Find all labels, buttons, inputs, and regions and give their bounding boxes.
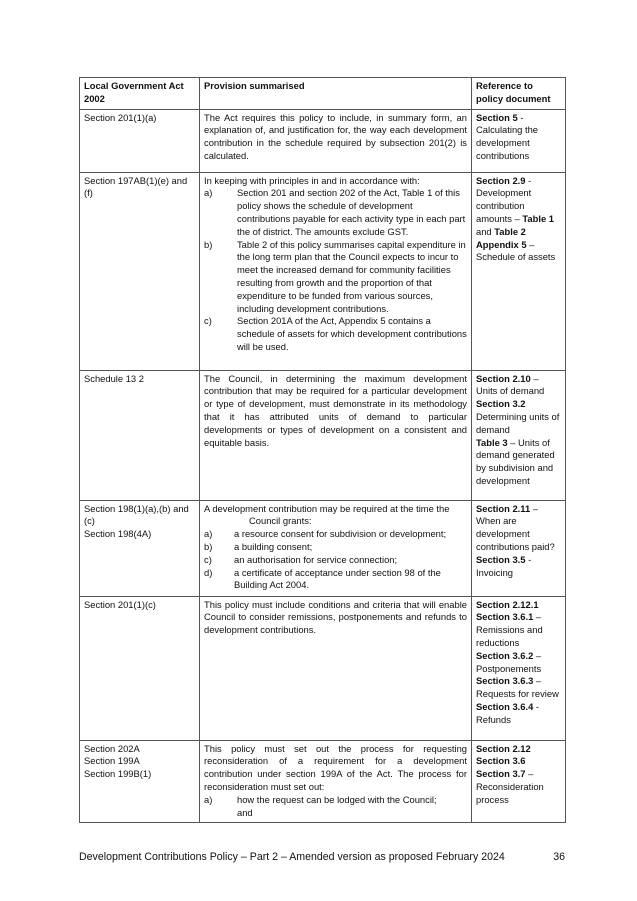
list-item [204,807,467,820]
ref-line [476,437,561,488]
page-number: 36 [553,851,565,863]
list-marker: a) [204,187,213,199]
act-line: Section 197AB(1)(e) and (f) [84,174,188,199]
act-line: Section 199A [84,755,140,767]
ref-bold: Section 3.6.1 [476,611,534,623]
ref-text: – Reconsideration process [476,768,544,805]
list-marker: b) [204,540,213,552]
ref-text: - Invoicing [476,553,532,578]
ref-line [476,650,561,676]
ref-bold: Section 3.2 [476,398,526,410]
ref-line [476,701,561,727]
ref-line [476,599,561,612]
provision-text: The Act requires this policy to include, in summary form, an explanation of, and justification for, the way each development contribution in the schedule required by subsection 201(2) is calculated. [204,111,467,161]
act-line: Section 202A [84,742,140,754]
ref-bold: Section 3.6 [476,755,526,767]
provision-cell [200,740,472,823]
act-cell [80,740,200,823]
provision-text: A development contribution may be required at the time the [204,502,450,514]
header-reference: Reference to policy document [472,78,566,110]
reference-cell [472,109,566,172]
list-marker: a) [204,793,213,805]
ref-text: and [476,225,495,237]
ref-bold: Section 5 [476,111,518,123]
ref-bold: Section 2.10 [476,372,531,384]
ref-line [476,611,561,649]
list-trailing-text: and [237,806,253,818]
ref-bold: Section 2.9 [476,174,526,186]
table-row [80,370,566,500]
ref-bold: Table 2 [494,225,526,237]
ref-bold: Table 1 [522,212,554,224]
ref-text: – When are development contributions paid? [476,502,555,552]
ref-line [476,503,561,554]
list-text: a building consent; [234,540,313,552]
ref-text: - Calculating the development contributions [476,111,539,161]
act-line: Section 198(4A) [84,528,152,540]
reference-cell [472,500,566,596]
list-marker: b) [204,238,213,250]
ref-bold: Appendix 5 [476,238,527,250]
list-text: an authorisation for service connection; [234,553,398,565]
ref-line [476,398,561,436]
footer-title: Development Contributions Policy – Part 2 – Amended version as proposed February 2024 [79,851,505,863]
ref-text: Determining units of demand [476,410,560,435]
act-cell [80,596,200,740]
list-text: a resource consent for subdivision or development; [234,528,447,540]
provision-cell [200,370,472,500]
act-line: Schedule 13 2 [84,372,144,384]
list-item [204,567,467,593]
list-text: how the request can be lodged with the Council; [237,793,437,805]
table-row [80,172,566,370]
list-item [204,239,467,316]
ref-bold: Section 3.5 [476,553,526,565]
provision-cell [200,596,472,740]
ref-bold: Section 3.6.4 [476,700,534,712]
reference-cell [472,370,566,500]
provision-text: The Council, in determining the maximum development contribution that may be required for a particular development or type of development, must demonstrate in its methodology that it has attributed units of demand to particular developments or types of development on a consistent and equitable basis. [204,372,467,448]
list-item [204,541,467,554]
reference-cell [472,172,566,370]
ref-text: – Remissions and reductions [476,611,543,648]
ref-line [476,554,561,580]
provision-text: In keeping with principles in and in accordance with: [204,174,420,186]
provision-text: This policy must set out the process for requesting reconsideration of a requirement for a development contribution under section 199A of the Act. The process for reconsideration must set out: [204,742,467,792]
table-row [80,500,566,596]
ref-text: – Requests for review [476,675,559,700]
ref-line [476,743,561,756]
table-header-row [80,78,566,110]
ref-text: - Development contribution amounts – [476,174,532,224]
ref-bold: Section 2.11 [476,502,531,514]
ref-text: – Units of demand generated by subdivision and development [476,436,555,486]
act-cell [80,500,200,596]
act-cell [80,370,200,500]
reference-cell [472,740,566,823]
list-text: Table 2 of this policy summarises capital expenditure in the long term plan that the Council expects to incur to meet the increased demand for community facilities resulting from growth and the proportion of that expenditure to be funded from various sources, including development contributions. [237,238,466,314]
list-text: Section 201 and section 202 of the Act, Table 1 of this policy shows the schedule of development contributions payable for each activity type in each part the of district. The amounts exclude GST. [237,187,466,237]
provision-cell [200,109,472,172]
ref-text: - Refunds [476,700,540,725]
table-row [80,740,566,823]
list-item [204,187,467,238]
header-provision: Provision summarised [200,78,472,110]
list-item [204,528,467,541]
ref-text: – Schedule of assets [476,238,556,263]
ref-line [476,755,561,768]
list-text: Section 201A of the Act, Appendix 5 contains a schedule of assets for which development contributions will be used. [237,315,467,352]
page-footer [79,851,565,864]
list-marker: a) [204,528,213,540]
ref-bold: Section 3.6.3 [476,675,534,687]
ref-line [476,675,561,701]
list-marker: d) [204,566,213,578]
act-line: Section 199B(1) [84,768,152,780]
provision-text: This policy must include conditions and criteria that will enable Council to consider remissions, postponements and refunds to development contributions. [204,598,467,636]
ref-bold: Section 2.12.1 [476,598,539,610]
ref-line [476,768,561,806]
act-line: Section 198(1)(a),(b) and (c) [84,502,189,527]
ref-text: – Postponements [476,649,542,674]
reference-cell [472,596,566,740]
table-row [80,109,566,172]
provision-cell [200,172,472,370]
table-row [80,596,566,740]
ref-bold: Section 3.7 [476,768,526,780]
list-marker: c) [204,553,212,565]
ref-bold: Section 3.6.2 [476,649,534,661]
ref-line [476,373,561,399]
act-cell [80,172,200,370]
ref-text: – Units of demand [476,372,545,397]
ref-bold: Section 2.12 [476,742,531,754]
ref-bold: Table 3 [476,436,508,448]
list-marker: c) [204,315,212,327]
list-item [204,554,467,567]
list-item [204,315,467,353]
header-act: Local Government Act 2002 [80,78,200,110]
provision-text: Council grants: [249,515,312,527]
act-cell [80,109,200,172]
act-line: Section 201(1)(c) [84,598,156,610]
provision-cell [200,500,472,596]
list-item [204,794,467,807]
policy-reference-table [79,77,566,823]
list-text: a certificate of acceptance under section 98 of the Building Act 2004. [234,566,441,591]
act-line: Section 201(1)(a) [84,111,157,123]
